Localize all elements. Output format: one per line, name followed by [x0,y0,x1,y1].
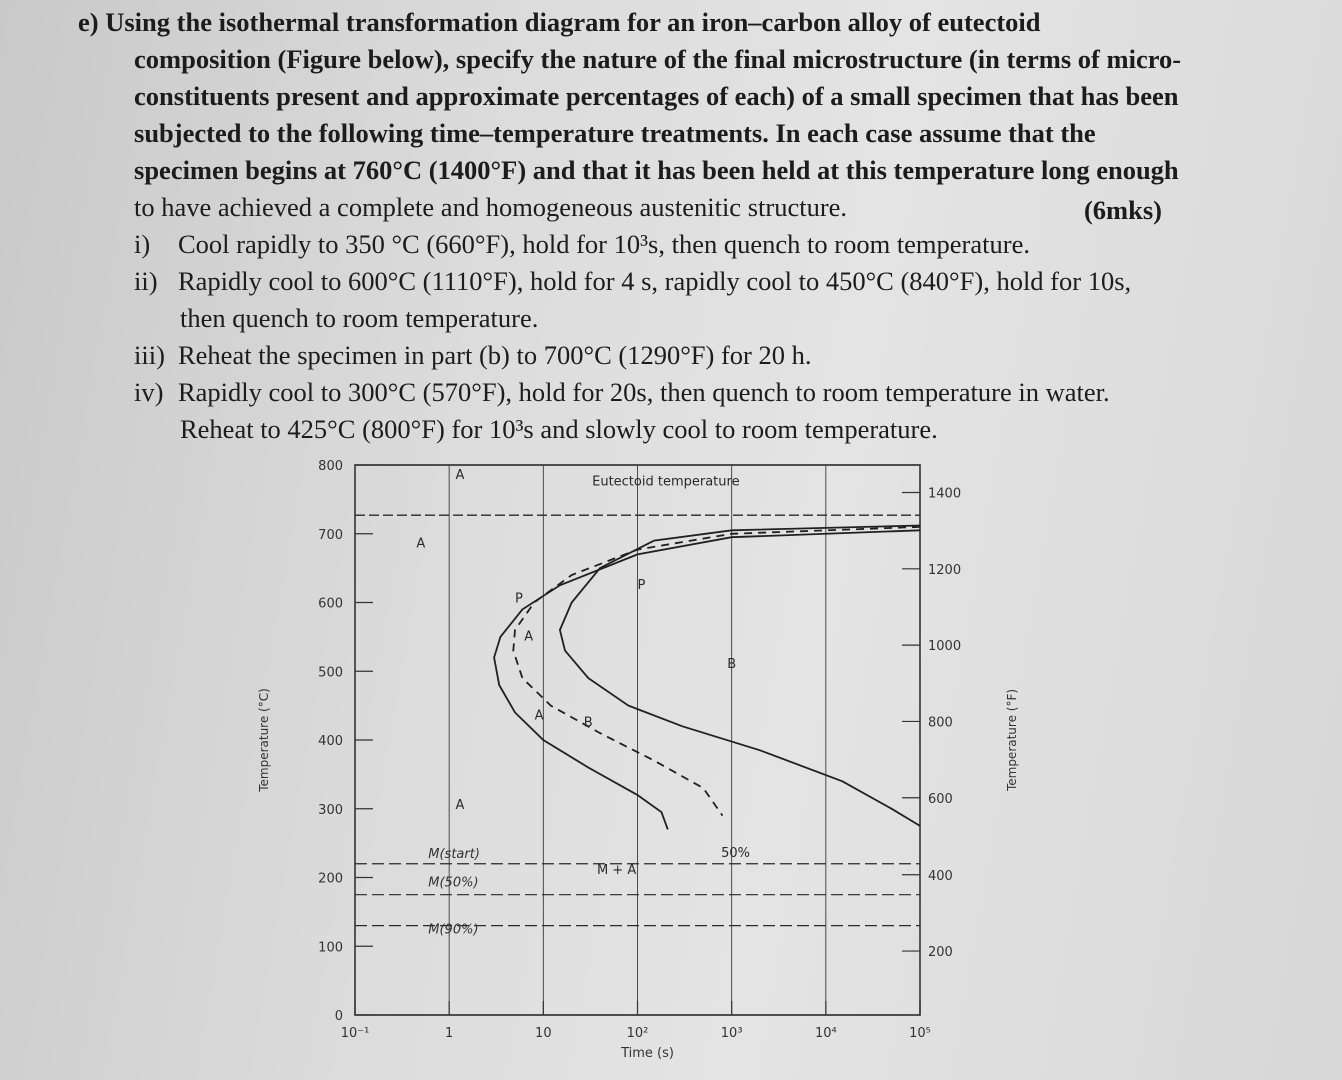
intro-line: specimen begins at 760°C (1400°F) and that it has been held at this temperature long enough [134,155,1179,185]
item-text: Reheat the specimen in part (b) to 700°C (1290°F) for 20 h. [178,340,812,370]
x-tick-label: 10⁻¹ [340,1026,370,1041]
y-tick-label: 700 [318,527,343,543]
fifty-percent-label: 50% [721,845,751,861]
y-axis-title: Temperature (°C) [257,688,271,792]
x-tick-label: 10⁴ [814,1026,837,1041]
boundary-b-label: B [583,715,593,731]
y-tick-label: 200 [318,871,343,887]
region-a-label: A [416,536,426,552]
question-label: e) [78,7,99,37]
y-tick-label: 600 [318,596,343,612]
item-number: iv) [134,377,164,407]
eutectoid-temperature-label: Eutectoid temperature [592,474,740,490]
item-3 [78,337,1158,374]
question-line-1 [78,4,1158,41]
boundary-a-label: A [534,708,544,724]
curve-start [494,530,920,829]
x-tick-label: 10³ [720,1026,743,1041]
item-1 [78,226,1158,263]
x-tick-label: 10⁵ [909,1026,931,1041]
boundary-a-label: A [524,629,534,645]
y-right-tick-label: 800 [928,715,953,731]
ms-start-label: M(start) [428,846,480,862]
region-a-label: A [455,797,465,813]
x-tick-label: 10² [626,1026,649,1041]
item-text-continued: Reheat to 425°C (800°F) for 10³s and slowly cool to room temperature. [180,414,938,444]
marks-label: (6mks) [1083,195,1162,225]
item-number: ii) [134,266,158,296]
ms-90-label: M(90%) [428,922,479,938]
intro-line: Using the isothermal transformation diagram for an iron–carbon alloy of eutectoid [105,7,1041,37]
y-tick-label: 500 [318,665,343,681]
y-right-tick-label: 200 [928,945,953,961]
x-tick-label: 1 [445,1026,454,1041]
item-text: Cool rapidly to 350 °C (660°F), hold for 10³s, then quench to room temperature. [178,229,1030,259]
item-number: iii) [134,340,165,370]
y-right-tick-label: 400 [928,868,953,884]
y-right-tick-label: 1000 [928,639,962,655]
x-tick-label: 10 [535,1026,552,1041]
region-p-label: P [637,577,646,593]
region-b-label: B [727,656,737,672]
item-text: Rapidly cool to 600°C (1110°F), hold for 4 s, rapidly cool to 450°C (840°F), hold for 10s, [178,266,1132,296]
y-right-axis-title: Temperature (°F) [1005,688,1019,792]
y-tick-label: 300 [318,802,343,818]
item-number: i) [134,229,151,259]
ms-50-label: M(50%) [428,875,479,891]
y-right-tick-label: 1400 [928,486,962,502]
intro-line: composition (Figure below), specify the nature of the final microstructure (in terms of micro- [134,44,1182,74]
y-tick-label: 800 [318,459,343,474]
y-tick-label: 100 [318,940,343,956]
item-2 [78,263,1158,300]
y-right-tick-label: 600 [928,791,953,807]
x-axis-title: Time (s) [621,1046,674,1061]
tt-diagram-svg [240,445,1060,1075]
region-a-label: A [455,467,465,483]
y-tick-label: 0 [334,1009,343,1024]
item-text-continued: then quench to room temperature. [180,303,539,333]
region-m-plus-a-label: M + A [596,863,637,879]
item-4 [78,374,1158,411]
intro-line: constituents present and approximate percentages of each) of a small specimen that has been [134,81,1179,111]
curve-50pct [513,527,920,816]
question-block [78,4,1182,448]
y-tick-label: 400 [318,734,343,749]
boundary-p-label: P [514,591,523,607]
tt-diagram [240,445,1060,1075]
y-right-tick-label: 1200 [928,562,962,578]
item-text: Rapidly cool to 300°C (570°F), hold for 20s, then quench to room temperature in water. [178,377,1110,407]
intro-line: to have achieved a complete and homogeneous austenitic structure. [134,192,848,222]
intro-line: subjected to the following time–temperature treatments. In each case assume that the [134,118,1096,148]
